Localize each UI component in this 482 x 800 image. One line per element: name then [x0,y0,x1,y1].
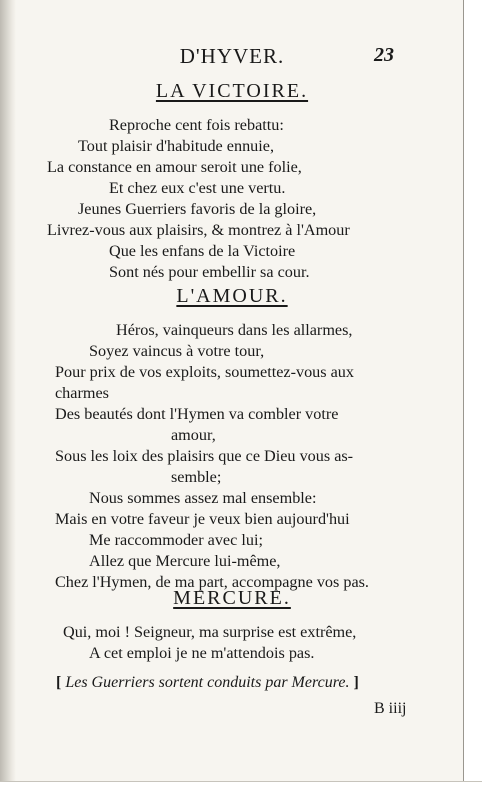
verse-line: amour, [171,426,216,444]
verse-line: Qui, moi ! Seigneur, ma surprise est extrême, [63,623,357,641]
gutter-shadow [0,0,16,800]
verse-line: La constance en amour seroit une folie, [47,158,302,176]
speaker-heading-mercure [0,587,464,610]
running-head: D'HYVER. [179,44,285,68]
stage-direction-text: Les Guerriers sortent conduits par Mercure. [65,674,350,691]
page-edge-bottom [0,781,482,800]
verse-line: Sont nés pour embellir sa cour. [109,263,310,281]
verse-line: Tout plaisir d'habitude ennuie, [78,137,274,155]
speaker-heading-amour [0,285,464,308]
stage-direction [56,674,359,692]
verse-line: Allez que Mercure lui-même, [89,552,281,570]
verse-line: Me raccommoder avec lui; [89,531,263,549]
verse-line: Pour prix de vos exploits, soumettez-vous aux [55,363,354,381]
verse-line: Livrez-vous aux plaisirs, & montrez à l'Amour [47,221,350,239]
speaker-name: LA VICTOIRE. [155,80,309,102]
verse-line: charmes [55,384,109,402]
speaker-heading-victoire [0,80,464,103]
verse-line: Chez l'Hymen, de ma part, accompagne vos pas. [55,573,369,591]
verse-line: Et chez eux c'est une vertu. [109,179,286,197]
verse-line: Reproche cent fois rebattu: [109,116,284,134]
verse-line: A cet emploi je ne m'attendois pas. [89,644,315,662]
verse-line: Jeunes Guerriers favoris de la gloire, [78,200,317,218]
verse-line: Des beautés dont l'Hymen va combler votre [55,405,339,423]
page-number: 23 [374,44,394,66]
verse-line: Héros, vainqueurs dans les allarmes, [116,321,353,339]
speaker-name: L'AMOUR. [176,285,288,307]
page-edge-right [463,0,482,800]
verse-line: Soyez vaincus à votre tour, [89,342,265,360]
verse-line: Mais en votre faveur je veux bien aujourd'hui [55,510,350,528]
signature-mark: B iiij [374,700,407,717]
verse-line: Que les enfans de la Victoire [109,242,296,260]
stage-direction-open-bracket: [ [56,674,62,691]
verse-line: Sous les loix des plaisirs que ce Dieu vous as- [55,447,354,465]
stage-direction-close-bracket: ] [353,674,359,691]
speaker-name: MERCURE. [173,587,291,609]
verse-line: Nous sommes assez mal ensemble: [89,489,317,507]
verse-line: semble; [171,468,222,486]
